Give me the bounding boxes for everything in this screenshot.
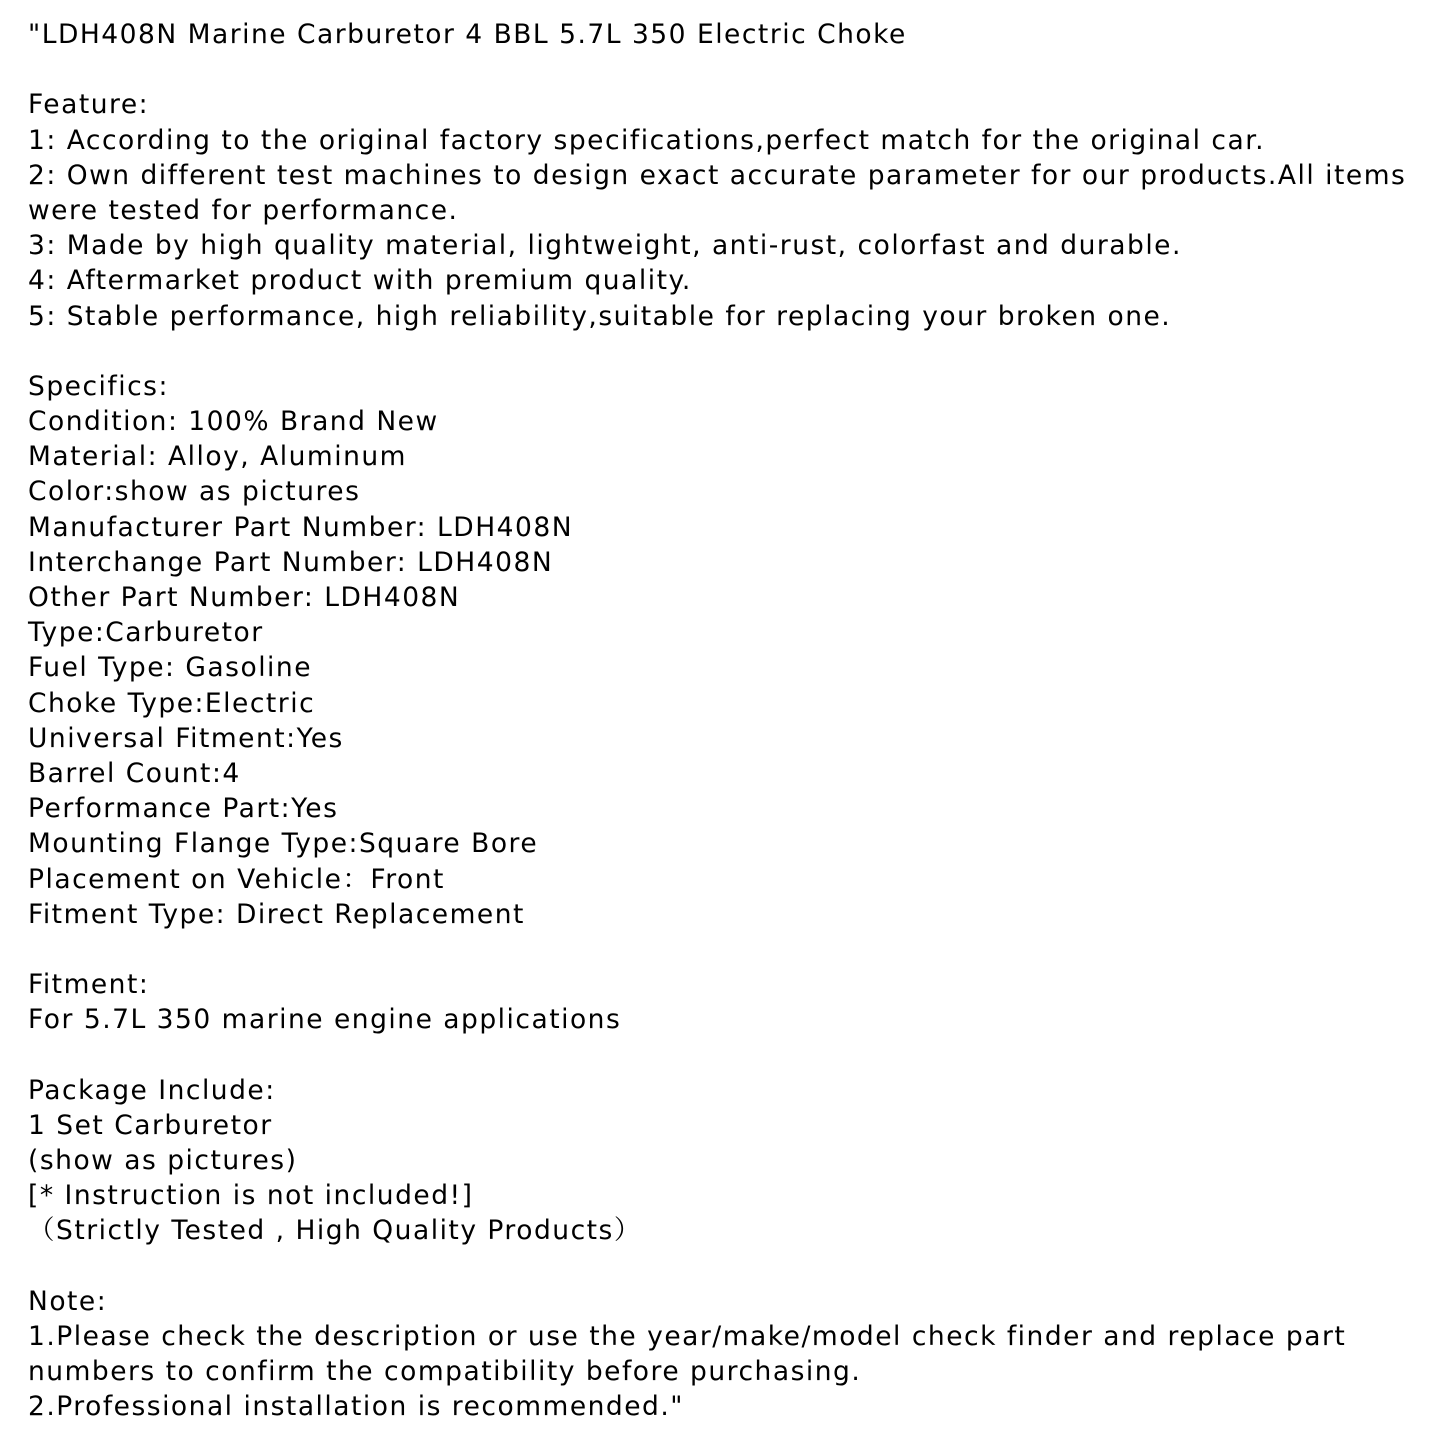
spec-item: Material: Alloy, Aluminum — [28, 441, 407, 473]
spacer — [28, 52, 1423, 87]
feature-item: 4: Aftermarket product with premium quality. — [28, 265, 692, 297]
package-item: (show as pictures) — [28, 1145, 298, 1177]
spacer — [28, 334, 1423, 369]
package-item: [* Instruction is not included!] — [28, 1180, 474, 1212]
note-item: 2.Professional installation is recommended." — [28, 1391, 684, 1423]
note-section — [28, 1284, 1423, 1425]
feature-section — [28, 87, 1423, 333]
spec-item: Fuel Type: Gasoline — [28, 652, 313, 684]
note-item: 1.Please check the description or use the year/make/model check finder and replace part numbers to confirm the compatibility before purchasing. — [28, 1320, 1347, 1388]
package-item: （Strictly Tested , High Quality Products） — [28, 1215, 642, 1247]
specifics-heading: Specifics: — [28, 370, 169, 402]
feature-item: 1: According to the original factory specifications,perfect match for the original car. — [28, 124, 1266, 156]
page-title: "LDH408N Marine Carburetor 4 BBL 5.7L 350 Electric Choke — [28, 19, 907, 50]
spacer — [28, 932, 1423, 967]
spec-item: Universal Fitment:Yes — [28, 722, 344, 754]
spec-item: Mounting Flange Type:Square Bore — [28, 828, 539, 860]
spec-item: Placement on Vehicle：Front — [28, 863, 445, 895]
package-section — [28, 1073, 1423, 1249]
spec-item: Other Part Number: LDH408N — [28, 582, 461, 614]
spec-item: Performance Part:Yes — [28, 793, 339, 825]
spec-item: Color:show as pictures — [28, 476, 361, 508]
spacer — [28, 1249, 1423, 1284]
package-heading: Package Include: — [28, 1074, 276, 1106]
specifics-section — [28, 369, 1423, 932]
product-description — [28, 17, 1423, 1425]
spec-item: Fitment Type: Direct Replacement — [28, 898, 525, 930]
fitment-heading: Fitment: — [28, 969, 150, 1001]
spacer — [28, 1037, 1423, 1072]
fitment-section — [28, 967, 1423, 1037]
spec-item: Type:Carburetor — [28, 617, 264, 649]
spec-item: Barrel Count:4 — [28, 757, 241, 789]
fitment-item: For 5.7L 350 marine engine applications — [28, 1004, 622, 1036]
package-item: 1 Set Carburetor — [28, 1109, 273, 1141]
feature-heading: Feature: — [28, 89, 150, 121]
spec-item: Manufacturer Part Number: LDH408N — [28, 511, 574, 543]
note-heading: Note: — [28, 1285, 108, 1317]
feature-item: 3: Made by high quality material, lightweight, anti-rust, colorfast and durable. — [28, 230, 1182, 262]
spec-item: Choke Type:Electric — [28, 687, 316, 719]
spec-item: Condition: 100% Brand New — [28, 406, 439, 438]
feature-item: 2: Own different test machines to design exact accurate parameter for our products.All items were tested for performance. — [28, 159, 1407, 226]
feature-item: 5: Stable performance, high reliability,suitable for replacing your broken one. — [28, 300, 1172, 332]
spec-item: Interchange Part Number: LDH408N — [28, 546, 554, 578]
